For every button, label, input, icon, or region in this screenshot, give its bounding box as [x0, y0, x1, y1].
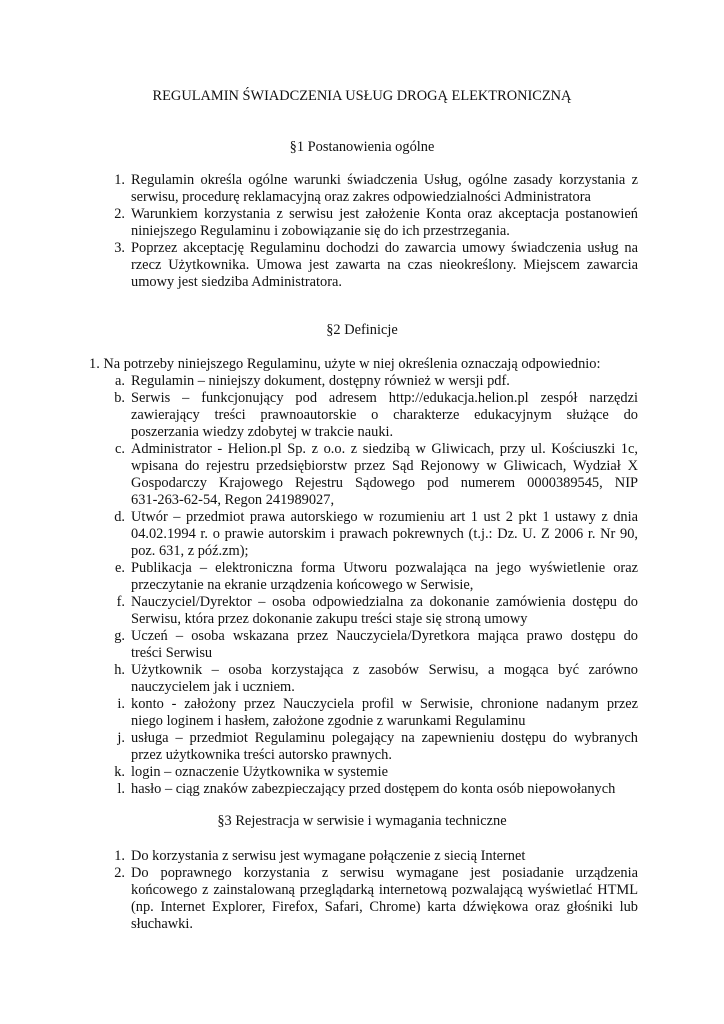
list-item-line: końcowego z zainstalowaną przeglądarką internetową pozwalającą wyświetlać HTML: [131, 882, 638, 898]
list-item-number: 2.: [114, 206, 125, 222]
definition-line: 631-263-62-54, Regon 241989027,: [131, 492, 335, 508]
definition-letter: l.: [117, 781, 125, 797]
definition-letter: g.: [114, 628, 125, 644]
definition-line: Użytkownik – osoba korzystająca z zasobów Serwisu, a mogąca być zarówno: [131, 662, 638, 678]
definition-line: hasło – ciąg znaków zabezpieczający przed dostępem do konta osób niepowołanych: [131, 781, 616, 797]
list-item-line: Do poprawnego korzystania z serwisu wymagane jest posiadanie urządzenia: [131, 865, 638, 881]
definition-line: poszerzania wiedzy zdobytej w trakcie nauki.: [131, 424, 394, 440]
list-item-line: serwisu, procedurę reklamacyjną oraz zakres odpowiedzialności Administratora: [131, 189, 591, 205]
definition-letter: j.: [117, 730, 125, 746]
definition-line: przez użytkownika treści autorsko prawnych.: [131, 747, 392, 763]
definition-line: Regulamin – niniejszy dokument, dostępny również w wersji pdf.: [131, 373, 510, 389]
definition-letter: b.: [114, 390, 125, 406]
definition-letter: d.: [114, 509, 125, 525]
section-2-heading: §2 Definicje: [326, 322, 398, 338]
document-title: REGULAMIN ŚWIADCZENIA USŁUG DROGĄ ELEKTRONICZNĄ: [152, 88, 572, 104]
definition-line: Nauczyciel/Dyrektor – osoba odpowiedzialna za dokonanie zamówienia dostępu do: [131, 594, 638, 610]
definition-letter: k.: [114, 764, 125, 780]
definition-line: login – oznaczenie Użytkownika w systemie: [131, 764, 388, 780]
definition-letter: i.: [117, 696, 125, 712]
definition-line: Publikacja – elektroniczna forma Utworu pozwalająca na jego wyświetlenie oraz: [131, 560, 638, 576]
list-item-line: rzecz Użytkownika. Umowa jest zawarta na czas nieokreślony. Miejscem zawarcia: [131, 257, 638, 273]
list-item-number: 1.: [114, 848, 125, 864]
list-item-line: umowy jest siedziba Administratora.: [131, 274, 343, 290]
list-item-line: (np. Internet Explorer, Firefox, Safari, Chrome) karta dźwiękowa oraz głośniki lub: [131, 899, 638, 915]
definition-letter: c.: [115, 441, 125, 457]
definition-line: Serwisu, która przez dokonanie zakupu treści staje się stroną umowy: [131, 611, 528, 627]
definition-line: Utwór – przedmiot prawa autorskiego w rozumieniu art 1 ust 2 pkt 1 ustawy z dnia: [131, 509, 638, 525]
list-item-number: 3.: [114, 240, 125, 256]
definition-line: 04.02.1994 r. o prawie autorskim i prawach pokrewnych (t.j.: Dz. U. Z 2006 r. Nr 90,: [131, 526, 638, 542]
definition-line: Uczeń – osoba wskazana przez Nauczyciela/Dyretkora mająca prawo dostępu do: [131, 628, 638, 644]
definition-line: zawierający treści prawnoautorskie o charakterze edukacyjnym służące do: [131, 407, 638, 423]
definition-line: wpisana do rejestru przedsiębiorstw przez Sąd Rejonowy w Gliwicach, Wydział X: [131, 458, 638, 474]
list-item-line: Warunkiem korzystania z serwisu jest założenie Konta oraz akceptacja postanowień: [131, 206, 638, 222]
definition-line: konto - założony przez Nauczyciela profil w Serwisie, chronione nadanym przez: [131, 696, 638, 712]
definition-letter: h.: [114, 662, 125, 678]
section-1-heading: §1 Postanowienia ogólne: [289, 139, 435, 155]
list-item-line: niniejszego Regulaminu i zobowiązanie się do ich przestrzegania.: [131, 223, 510, 239]
definition-letter: e.: [115, 560, 125, 576]
list-item-number: 1.: [114, 172, 125, 188]
list-item-number: 2.: [114, 865, 125, 881]
definition-line: niego loginem i hasłem, założone zgodnie z warunkami Regulaminu: [131, 713, 526, 729]
list-item-line: Do korzystania z serwisu jest wymagane połączenie z siecią Internet: [131, 848, 526, 864]
definition-line: nauczycielem jak i uczniem.: [131, 679, 295, 695]
list-item-line: Regulamin określa ogólne warunki świadczenia Usług, ogólne zasady korzystania z: [131, 172, 638, 188]
section-3-heading: §3 Rejestracja w serwisie i wymagania techniczne: [217, 813, 507, 829]
definition-line: usługa – przedmiot Regulaminu polegający na zapewnieniu dostępu do wybranych: [131, 730, 638, 746]
definition-line: przeczytanie na ekranie urządzenia końcowego w Serwisie,: [131, 577, 474, 593]
definition-line: Serwis – funkcjonujący pod adresem http://edukacja.helion.pl zespół narzędzi: [131, 390, 638, 406]
list-item-line: Poprzez akceptację Regulaminu dochodzi do zawarcia umowy świadczenia usług na: [131, 240, 638, 256]
definition-line: treści Serwisu: [131, 645, 213, 661]
list-item-line: słuchawki.: [131, 916, 193, 932]
definition-line: poz. 631, z póź.zm);: [131, 543, 249, 559]
definition-line: Administrator - Helion.pl Sp. z o.o. z siedzibą w Gliwicach, przy ul. Kościuszki 1c,: [131, 441, 638, 457]
definitions-intro: 1. Na potrzeby niniejszego Regulaminu, użyte w niej określenia oznaczają odpowiednio:: [89, 356, 601, 372]
definition-letter: a.: [115, 373, 125, 389]
definition-line: Gospodarczy Krajowego Rejestru Sądowego pod numerem 0000389545, NIP: [131, 475, 638, 491]
definition-letter: f.: [116, 594, 125, 610]
